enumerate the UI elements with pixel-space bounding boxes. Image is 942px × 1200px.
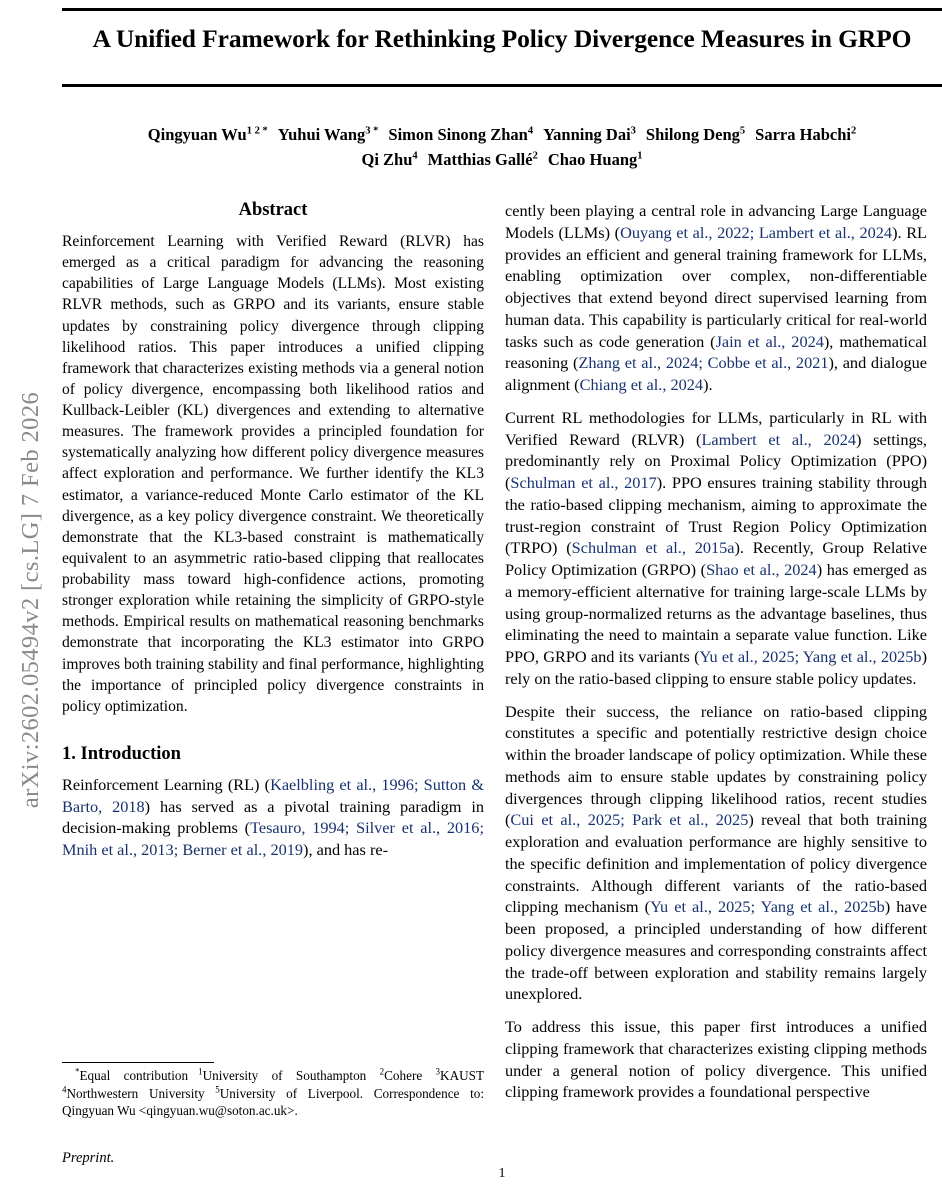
footnote-sup-2: 2	[379, 1067, 385, 1077]
author-entry	[388, 125, 533, 144]
affiliation-2: Cohere	[384, 1068, 436, 1084]
text-run: Despite their success, the reliance on ratio-based clipping constitutes a specific and potentially restrictive design choice within the broader landscape of policy optimization. While these methods aim to ensure stable updates by constraining policy divergences through clipping likelihood ratios, recent studies (	[505, 701, 927, 830]
author-marks: 1 2 *	[246, 125, 268, 137]
two-column-body	[62, 200, 942, 1160]
author-marks: 4	[412, 150, 418, 162]
intro-paragraph-4: To address this issue, this paper first introduces a unified clipping framework that characterizes existing clipping methods under a general notion of policy divergence. This unified clipping framework provides a foundational perspective	[505, 1017, 927, 1102]
abstract-heading: Abstract	[238, 200, 308, 220]
citation-separator: ;	[173, 840, 183, 860]
citation-separator: ;	[750, 897, 761, 917]
text-run: Reinforcement Learning (RL) (	[62, 774, 271, 794]
abstract-body	[62, 231, 484, 717]
text-run: ), and dialogue alignment (	[505, 353, 927, 394]
author-entry	[646, 125, 745, 144]
author-entry	[548, 150, 643, 169]
introduction-heading: 1. Introduction	[62, 743, 181, 764]
author-list	[62, 122, 942, 172]
affiliation-5-and-correspondence: University of Liverpool. Correspondence to: Qingyuan Wu <qingyuan.wu@soton.ac.uk>.	[62, 1085, 484, 1119]
author-name: Matthias Gallé	[427, 150, 533, 170]
citation-link[interactable]: Yang et al., 2025b	[802, 647, 922, 666]
page-number: 1	[498, 1166, 506, 1181]
footnote-sup-3: 3	[435, 1067, 441, 1077]
text-run: ) has served as a pivotal training paradigm in decision-making problems (	[62, 796, 484, 838]
citation-link[interactable]: Schulman et al., 2017	[510, 473, 657, 492]
citation-separator: ;	[794, 647, 803, 666]
text-run: ) reveal that both training exploration and evaluation performance are highly sensitive to the specific definition and implementation of policy divergence constraints. Although different variants of the ratio-based clipping mechanism (	[505, 810, 928, 917]
title-rule-top	[62, 8, 942, 11]
footnote-sup-4: 4	[62, 1084, 67, 1095]
citation-link[interactable]: Yu et al., 2025	[699, 647, 795, 666]
footnote-star: *	[75, 1067, 80, 1077]
author-marks: 4	[527, 125, 534, 137]
text-run: ) has emerged as a memory-efficient alternative for training large-scale LLMs by using group-normalized returns as the advantage baselines, thus eliminating the need to maintain a separate value function. Like PPO, GRPO and its variants (	[505, 560, 927, 666]
author-marks: 1	[637, 150, 643, 162]
citation-link[interactable]: Sutton & Barto, 2018	[62, 774, 484, 816]
affiliation-3: KAUST	[440, 1068, 485, 1084]
intro-paragraph-3	[505, 701, 927, 1006]
author-entry	[543, 125, 636, 144]
author-entry	[361, 150, 417, 169]
citation-link[interactable]: Ouyang et al., 2022	[620, 222, 750, 242]
text-run: ). RL provides an efficient and general training framework for LLMs, enabling optimization over complex, non-differentiable objectives that extend beyond direct supervised learning from human data. This capability is particularly critical for real-world tasks such as code generation (	[505, 222, 927, 351]
citation-link[interactable]: Park et al., 2025	[632, 810, 749, 830]
footnote-rule	[62, 1062, 214, 1063]
author-line-1	[62, 122, 942, 147]
author-entry	[278, 125, 379, 144]
abstract-text: Reinforcement Learning with Verified Reward (RLVR) has emerged as a critical paradigm for advancing the reasoning capabilities of Large Language Models (LLMs). Most existing RLVR methods, such as GRPO and its variants, ensure stable updates by constraining policy divergence through clipping likelihood ratios. This paper introduces a unified clipping framework that characterizes existing methods via a general notion of policy divergence, encompassing both likelihood ratios and Kullback-Leibler (KL) divergences and extending to alternative measures. The framework provides a principled foundation for systematically analyzing how different policy divergence measures affect exploration and performance. We further identify the KL3 estimator, a variance-reduced Monte Carlo estimator of the KL divergence, as a key policy divergence constraint. We theoretically demonstrate that the KL3-based constraint is mathematically equivalent to an asymmetric ratio-based clipping that reallocates probability mass toward high-confidence actions, promoting stronger exploration while retaining the simplicity of GRPO-style methods. Empirical results on mathematical reasoning benchmarks demonstrate that incorporating the KL3 estimator into GRPO improves both training stability and final performance, highlighting the importance of principled policy divergence constraints in policy optimization.	[62, 233, 484, 715]
author-entry	[428, 150, 538, 169]
affiliation-4: Northwestern University	[66, 1085, 216, 1101]
author-name: Sarra Habchi	[755, 125, 851, 144]
author-name: Qingyuan Wu	[147, 125, 247, 144]
citation-separator: ;	[344, 818, 357, 838]
citation-separator: ;	[413, 774, 424, 794]
author-name: Yanning Dai	[543, 125, 631, 144]
text-run: ).	[703, 375, 713, 394]
text-run: ) settings, predominantly rely on Proximal Policy Optimization (PPO) (	[505, 429, 928, 492]
arxiv-stamp	[0, 0, 62, 1200]
citation-link[interactable]: Berner et al., 2019	[182, 840, 304, 860]
citation-separator: ;	[698, 353, 708, 373]
citation-link[interactable]: Schulman et al., 2015a	[571, 538, 735, 558]
text-run: ). PPO ensures training stability through the ratio-based clipping mechanism, aiming to approximate the trust-region constraint of Trust Region Policy Optimization (TRPO) (	[505, 473, 927, 558]
citation-link[interactable]: Cui et al., 2025	[510, 810, 621, 830]
author-marks: 2	[850, 125, 857, 137]
text-run: ), and has re-	[303, 840, 389, 860]
author-name: Chao Huang	[547, 150, 638, 170]
author-name: Yuhui Wang	[277, 125, 366, 144]
citation-link[interactable]: Cobbe et al., 2021	[707, 353, 829, 373]
citation-link[interactable]: Mnih et al., 2013	[62, 840, 174, 860]
footnote-sup-1: 1	[198, 1067, 203, 1077]
citation-separator: ;	[620, 810, 633, 830]
text-run: ) rely on the ratio-based clipping to ensure stable policy updates.	[505, 647, 927, 688]
author-name: Qi Zhu	[361, 150, 413, 170]
author-marks: 3	[630, 125, 636, 137]
footnote-sup-5: 5	[215, 1084, 220, 1095]
title-rule-bottom	[62, 84, 942, 87]
text-run: ) have been proposed, a principled understanding of how different policy divergence measures and corresponding constraints affect the trade-off between exploration and stability remains largely unexplored.	[505, 897, 927, 1004]
page-title: A Unified Framework for Rethinking Policy Divergence Measures in GRPO	[92, 24, 912, 53]
affiliation-1: University of Southampton	[202, 1068, 380, 1084]
text-run: cently been playing a central role in advancing Large Language Models (LLMs) (	[505, 201, 927, 242]
intro-paragraph-1	[62, 774, 484, 861]
footnote-block	[62, 1062, 484, 1119]
citation-link[interactable]: Yu et al., 2025	[650, 897, 751, 917]
right-column	[505, 200, 927, 1160]
author-entry	[755, 125, 856, 144]
citation-link[interactable]: Zhang et al., 2024	[578, 353, 699, 373]
text-run: Equal contribution	[79, 1068, 189, 1084]
citation-link[interactable]: Jain et al., 2024	[715, 331, 824, 351]
citation-link[interactable]: Silver et al., 2016	[356, 818, 480, 838]
citation-link[interactable]: Shao et al., 2024	[706, 560, 817, 579]
author-entry	[148, 125, 268, 144]
paper-page	[62, 0, 942, 1200]
citation-separator: ;	[749, 222, 759, 242]
left-column	[62, 200, 484, 1160]
text-run: ), mathematical reasoning (	[505, 331, 928, 373]
citation-link[interactable]: Yang et al., 2025b	[760, 897, 885, 917]
citation-link[interactable]: Lambert et al., 2024	[758, 222, 893, 242]
author-marks: 2	[532, 150, 538, 162]
intro-paragraph-1-continued	[505, 200, 927, 396]
intro-paragraph-2	[505, 407, 927, 690]
text-run: Current RL methodologies for LLMs, particularly in RL with Verified Reward (RLVR) (	[505, 407, 927, 449]
preprint-label: Preprint.	[62, 1150, 115, 1166]
author-marks: 5	[739, 125, 746, 137]
footnote-text	[62, 1067, 484, 1119]
arxiv-stamp-text: arXiv:2602.05494v2 [cs.LG] 7 Feb 2026	[17, 391, 44, 809]
citation-link[interactable]: Lambert et al., 2024	[701, 429, 857, 449]
text-run: ). Recently, Group Relative Policy Optimization (GRPO) (	[505, 538, 928, 579]
author-name: Shilong Deng	[645, 125, 740, 144]
citation-link[interactable]: Tesauro, 1994	[250, 818, 345, 838]
citation-separator: ;	[479, 818, 484, 838]
author-marks: 3 *	[365, 125, 379, 137]
author-line-2	[62, 147, 942, 172]
citation-link[interactable]: Chiang et al., 2024	[579, 375, 704, 394]
citation-link[interactable]: Kaelbling et al., 1996	[270, 774, 414, 794]
author-name: Simon Sinong Zhan	[388, 125, 528, 144]
